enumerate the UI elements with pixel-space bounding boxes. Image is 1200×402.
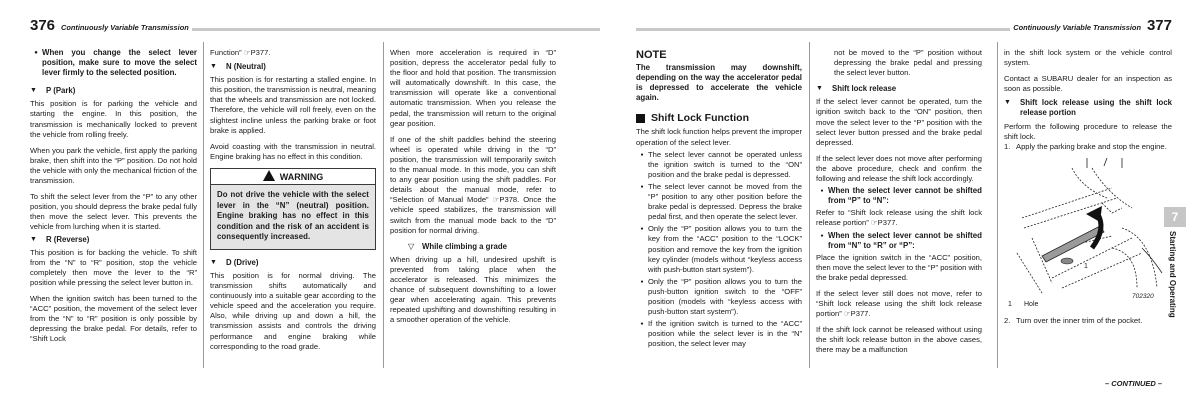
paragraph: in the shift lock system or the vehicle control system.: [1004, 48, 1172, 68]
triangle-down-icon: ▼: [30, 87, 37, 95]
subheading-release: ▼ Shift lock release: [816, 84, 897, 94]
triangle-down-icon: ▼: [816, 85, 823, 93]
header-title: Continuously Variable Transmission: [61, 23, 192, 32]
paragraph: Place the ignition switch in the “ACC” position, then move the select lever to the “P” position with the brake pedal depressed.: [816, 252, 982, 282]
subheading-grade: ▽ While climbing a grade: [408, 241, 507, 251]
column-divider: [809, 42, 810, 368]
paragraph: When the ignition switch has been turned to the “ACC” position, the movement of the select lever from the “N” to “R” position is only possible by depressing the brake pedal. For details, refer to “Shift Lock: [30, 293, 197, 344]
triangle-down-icon: ▼: [1004, 99, 1011, 107]
bullet-item: ● Only the “P” position allows you to turn the push-button ignition switch to the “OFF” position (models with “keyless access with push-button start system”).: [636, 277, 802, 317]
square-icon: [636, 114, 645, 123]
bullet-icon: ●: [640, 226, 644, 233]
column-divider: [997, 42, 998, 368]
paragraph: Function” ☞P377.: [210, 48, 271, 57]
bullet-icon: ●: [640, 151, 644, 158]
paragraph: Avoid coasting with the transmission in neutral. Engine braking has no effect in this condition.: [210, 141, 376, 161]
paragraph: When more acceleration is required in “D” position, depress the accelerator pedal fully to the floor and hold that position. The transmission will automatically downshift. In this case, the transmission will operate like a conventional automatic transmission. When you release the pedal, the transmission will return to the original gear position.: [390, 48, 556, 128]
note-title: NOTE: [636, 49, 667, 61]
continued-marker: – CONTINUED –: [1105, 379, 1163, 388]
warning-icon: [263, 170, 275, 181]
paragraph: The shift lock function helps prevent the improper operation of the select lever.: [636, 127, 802, 147]
shift-lock-illustration: [1012, 158, 1172, 298]
subheading-release-portion: ▼ Shift lock release using the shift lock release portion: [1004, 98, 1172, 118]
bullet-icon: ●: [34, 50, 38, 56]
figure-caption: 1 Hole: [1008, 300, 1039, 308]
column-1: [30, 48, 197, 350]
svg-text:702320: 702320: [1132, 292, 1154, 298]
paragraph: If the select lever still does not move, refer to “Shift lock release using the shift lock release portion” ☞P377.: [816, 288, 982, 319]
page-number: 377: [1146, 17, 1172, 34]
bullet-item: ● The select lever cannot be operated unless the ignition switch is turned to the “ON” position and the brake pedal is depressed.: [636, 150, 802, 180]
paragraph: This position is for parking the vehicle and starting the engine. In this position, the transmission is mechanically locked to prevent the vehicle from rolling freely.: [30, 99, 197, 139]
bullet-icon: ●: [640, 321, 644, 328]
column-1: [636, 48, 802, 351]
header-title: Continuously Variable Transmission: [1013, 23, 1141, 32]
step-2: 2. Turn over the inner trim of the pocket.: [1004, 315, 1143, 325]
column-2: [816, 48, 982, 362]
paragraph: If the shift lock cannot be released without using the shift lock release button in the above cases, there may be a malfunction: [816, 325, 982, 355]
paragraph: Refer to “Shift lock release using the shift lock release portion” ☞P377.: [816, 208, 982, 228]
paragraph: This position is for restarting a stalled engine. In this position, the transmission is neutral, meaning that the wheels and transmission are not locked. Therefore, the vehicle will roll freely, even on the slightest incline unless the parking brake or foot brake is applied.: [210, 75, 376, 135]
column-2: [210, 48, 376, 358]
paragraph: If the select lever does not move after performing the above procedure, check and confirm the following and release the shift lock accordingly.: [816, 153, 982, 184]
paragraph: To shift the select lever from the “P” to any other position, you should depress the brake pedal fully then move the select lever. This prevents the vehicle from lurching when it is started.: [30, 192, 197, 232]
warning-box: [210, 168, 376, 250]
paragraph: This position is for backing the vehicle. To shift from the “N” to “R” position, stop the vehicle completely then move the lever to the “R” position while pressing the select lever button in.: [30, 247, 197, 287]
header-rule: [192, 28, 600, 31]
bullet-icon: ●: [820, 188, 824, 195]
triangle-down-icon: ▼: [210, 258, 217, 266]
bullet-icon: ●: [640, 183, 644, 190]
chapter-label: Starting and Operating: [1168, 231, 1177, 318]
paragraph: Perform the following procedure to release the shift lock.: [1004, 121, 1172, 141]
paragraph: not be moved to the “P” position without depressing the brake pedal and pressing the select lever button.: [834, 48, 982, 78]
paragraph: When you park the vehicle, first apply the parking brake, then shift into the “P” position. Do not hold the vehicle with only the mechanical friction of the transmission.: [30, 145, 197, 186]
page-header: [636, 19, 1172, 33]
step-1: 1. Apply the parking brake and stop the engine.: [1004, 141, 1167, 151]
page-header: [30, 19, 600, 33]
warning-header: WARNING: [211, 169, 375, 185]
triangle-down-icon: ▼: [30, 235, 37, 243]
paragraph: If one of the shift paddles behind the steering wheel is operated while driving in the “D” position, the transmission will temporarily switch to the manual mode. In this mode, you can shift to any gear position using the shift paddles. For details about the manual mode, refer to “Selection of Manual Mode” ☞P378. Once the vehicle speed stabilizes, the transmission will switch from the manual mode back to the “D” position for normal driving.: [390, 134, 556, 235]
paragraph: Contact a SUBARU dealer for an inspection as soon as possible.: [1004, 74, 1172, 94]
bullet-item: ● Only the “P” position allows you to turn the key from the “ACC” position to the “LOCK” position and remove the key from the ignition key cylinder (models without “keyless access with push-button start system”).: [636, 224, 802, 274]
bullet-item: ● When the select lever cannot be shifted from “N” to “R” or “P”:: [816, 231, 982, 251]
page-number: 376: [30, 17, 56, 34]
paragraph: This position is for normal driving. The transmission shifts automatically and continuously into a suitable gear according to the vehicle speed and the acceleration you require. Also, while driving up and down a hill, the transmission assists and controls the driving performance and engine braking while corresponding to the road grade.: [210, 271, 376, 351]
subheading-reverse: ▼ R (Reverse): [30, 234, 90, 244]
triangle-down-icon: ▼: [210, 63, 217, 71]
section-title: Shift Lock Function: [636, 113, 802, 123]
column-3: [390, 48, 556, 331]
paragraph: If the select lever cannot be operated, turn the ignition switch back to the “ON” position, then move the select lever to the “P” position with the select lever button pressed and the brake pedal depressed.: [816, 97, 982, 147]
open-triangle-icon: ▽: [408, 241, 415, 251]
chapter-tab: 7: [1164, 207, 1186, 227]
paragraph: When driving up a hill, undesired upshift is prevented from taking place when the accelerator is released. This minimizes the chance of subsequent downshifting to a lower gear when accelerating again. This prevents repeated upshifting and downshifting resulting in a smoother operation of the vehicle.: [390, 254, 556, 325]
bullet-item: ● When the select lever cannot be shifted from “P” to “N”:: [816, 186, 982, 206]
bullet-icon: ●: [820, 232, 824, 239]
column-3: [1004, 48, 1172, 326]
subheading-drive: ▼ D (Drive): [210, 257, 259, 267]
bullet-item: ● If the ignition switch is turned to the “ACC” position while the select lever is in the “N” position, the select lever may: [636, 319, 802, 349]
right-page: [600, 0, 1200, 402]
bullet-item: ● The select lever cannot be moved from the “P” position to any other position before the brake pedal is depressed. Depress the brake pedal first, and then operate the select lever.: [636, 182, 802, 222]
note-body: The transmission may downshift, depending on the way the accelerator pedal is depressed to accelerate the vehicle again.: [636, 63, 802, 103]
svg-text:1: 1: [1084, 262, 1088, 270]
column-divider: [203, 42, 204, 368]
warning-body: Do not drive the vehicle with the select lever in the “N” (neutral) position. Engine braking has no effect in this condition and the risk of an accident is consequently increased.: [211, 185, 375, 249]
subheading-park: ▼ P (Park): [30, 86, 76, 96]
column-divider: [383, 42, 384, 368]
bullet-icon: ●: [640, 278, 644, 285]
header-rule: [636, 28, 1010, 31]
bullet-item: ● When you change the select lever position, make sure to move the select lever firmly to the selected position.: [30, 48, 197, 78]
subheading-neutral: ▼ N (Neutral): [210, 62, 266, 72]
illustration-icon: [1012, 158, 1172, 298]
